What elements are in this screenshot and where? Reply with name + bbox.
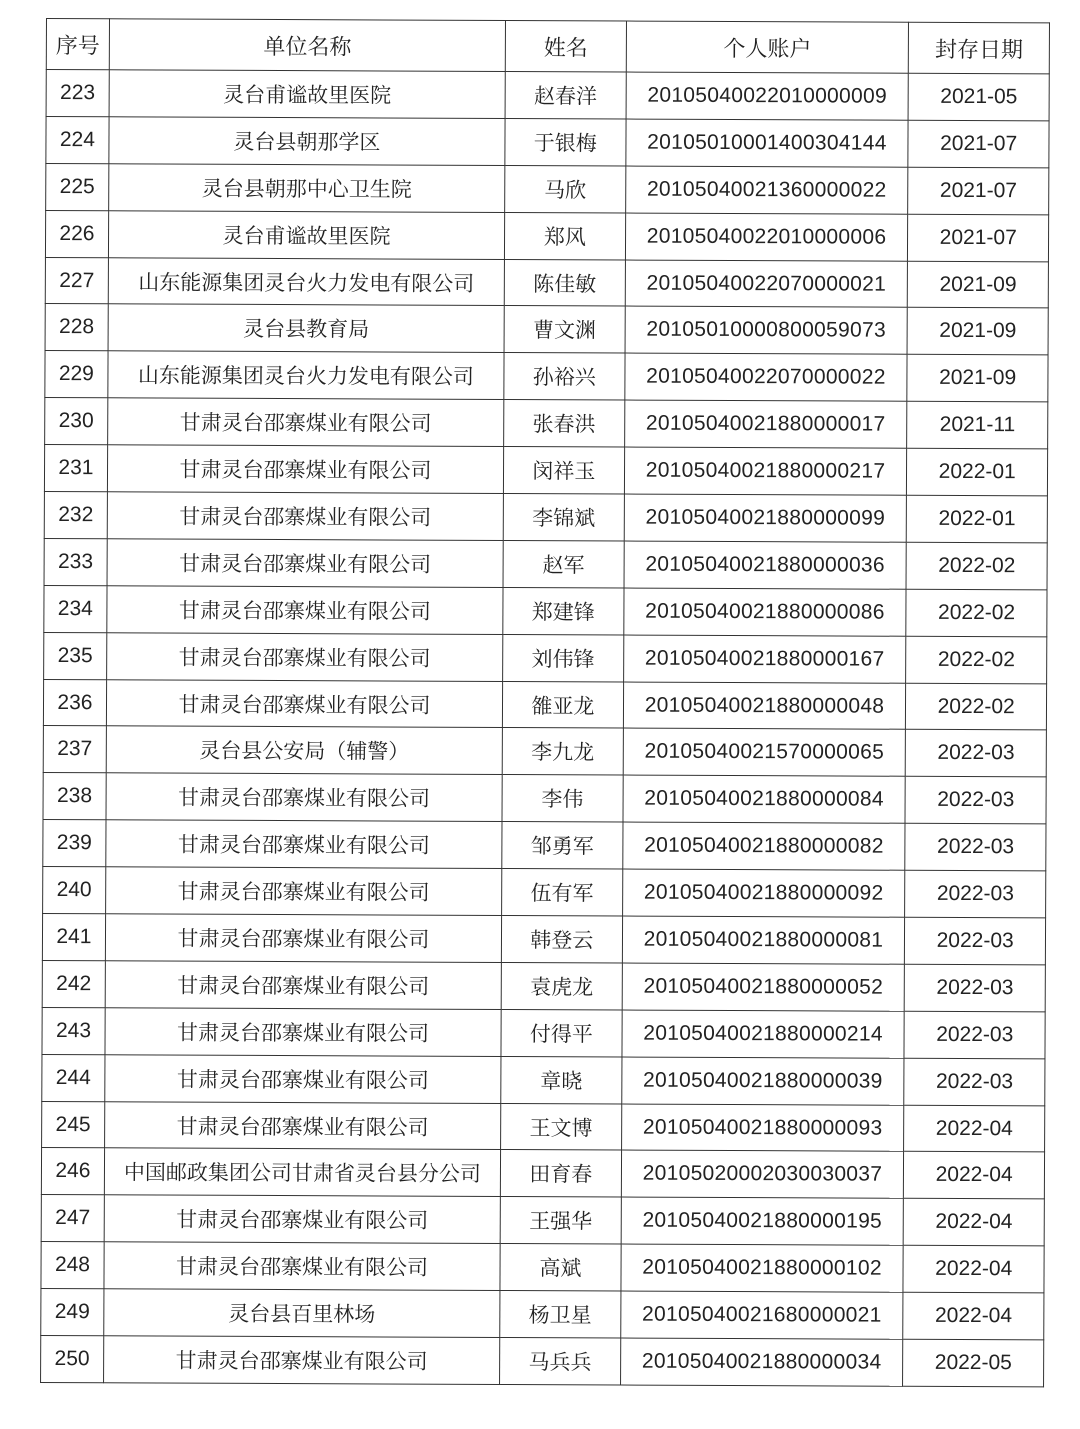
table-row <box>41 1195 1044 1246</box>
account-cell: 20105040021880000036 <box>624 541 907 589</box>
seal-date-cell: 2022-04 <box>904 1105 1045 1153</box>
unit-cell: 甘肃灵台邵寨煤业有限公司 <box>107 539 503 588</box>
account-cell: 20105040021880000167 <box>623 635 906 683</box>
unit-cell: 灵台县公安局（辅警） <box>106 726 502 775</box>
serial-cell: 230 <box>45 398 108 445</box>
name-cell: 韩登云 <box>501 916 622 963</box>
serial-cell: 240 <box>43 867 106 914</box>
unit-cell: 甘肃灵台邵寨煤业有限公司 <box>106 679 502 728</box>
seal-date-cell: 2021-09 <box>907 355 1048 403</box>
seal-date-cell: 2021-07 <box>908 214 1049 262</box>
account-cell: 20105020002030030037 <box>621 1151 904 1199</box>
serial-cell: 233 <box>44 538 107 585</box>
serial-cell: 228 <box>45 304 108 351</box>
unit-cell: 甘肃灵台邵寨煤业有限公司 <box>105 961 501 1010</box>
serial-cell: 248 <box>41 1242 104 1289</box>
seal-date-cell: 2022-03 <box>906 730 1047 778</box>
serial-cell: 224 <box>46 116 109 163</box>
name-cell: 邹勇军 <box>502 822 623 869</box>
seal-date-cell: 2021-09 <box>907 308 1048 356</box>
name-cell: 于银梅 <box>505 118 626 165</box>
seal-date-cell: 2022-04 <box>904 1152 1045 1200</box>
table-row <box>42 960 1045 1011</box>
unit-cell: 甘肃灵台邵寨煤业有限公司 <box>104 1101 500 1150</box>
table-row <box>45 398 1048 449</box>
serial-cell: 235 <box>44 632 107 679</box>
account-cell: 20105040021570000065 <box>623 728 906 776</box>
unit-cell: 甘肃灵台邵寨煤业有限公司 <box>107 586 503 635</box>
unit-cell: 灵台甫谧故里医院 <box>109 70 505 119</box>
account-cell: 20105040021880000217 <box>624 447 907 495</box>
account-cell: 20105010001400304144 <box>625 119 908 167</box>
account-cell: 20105040021680000021 <box>620 1291 903 1339</box>
header-unit: 单位名称 <box>109 19 505 72</box>
unit-cell: 灵台县朝那学区 <box>109 117 505 166</box>
table-row <box>44 445 1047 496</box>
unit-cell: 甘肃灵台邵寨煤业有限公司 <box>105 914 501 963</box>
seal-date-cell: 2022-04 <box>903 1246 1044 1294</box>
table-row <box>43 867 1046 918</box>
serial-cell: 234 <box>44 585 107 632</box>
table-row <box>46 163 1049 214</box>
serial-cell: 244 <box>42 1054 105 1101</box>
name-cell: 李九龙 <box>502 728 623 775</box>
account-cell: 20105040021880000214 <box>622 1010 905 1058</box>
table-row <box>43 820 1046 871</box>
serial-cell: 236 <box>43 679 106 726</box>
name-cell: 郑建锋 <box>503 587 624 634</box>
seal-date-cell: 2022-03 <box>904 1011 1045 1059</box>
seal-date-cell: 2022-02 <box>906 589 1047 637</box>
serial-cell: 229 <box>45 351 108 398</box>
seal-date-cell: 2022-02 <box>906 683 1047 731</box>
table-row <box>42 1007 1045 1058</box>
table-row <box>43 679 1046 730</box>
unit-cell: 山东能源集团灵台火力发电有限公司 <box>108 257 504 306</box>
unit-cell: 甘肃灵台邵寨煤业有限公司 <box>106 773 502 822</box>
table-row <box>45 351 1048 402</box>
name-cell: 郑风 <box>505 212 626 259</box>
account-cell: 20105040021880000093 <box>621 1104 904 1152</box>
unit-cell: 甘肃灵台邵寨煤业有限公司 <box>105 1054 501 1103</box>
seal-date-cell: 2022-03 <box>905 777 1046 825</box>
unit-cell: 甘肃灵台邵寨煤业有限公司 <box>105 1008 501 1057</box>
table-row <box>44 492 1047 543</box>
seal-date-cell: 2022-03 <box>905 870 1046 918</box>
table-header-row <box>46 19 1049 74</box>
name-cell: 杨卫星 <box>500 1291 621 1338</box>
account-cell: 20105040021360000022 <box>625 166 908 214</box>
serial-cell: 250 <box>41 1336 104 1383</box>
name-cell: 伍有军 <box>502 869 623 916</box>
sealed-accounts-table <box>40 18 1050 1387</box>
seal-date-cell: 2022-03 <box>905 964 1046 1012</box>
unit-cell: 甘肃灵台邵寨煤业有限公司 <box>104 1195 500 1244</box>
serial-cell: 246 <box>41 1148 104 1195</box>
header-serial: 序号 <box>46 19 109 70</box>
account-cell: 20105040021880000082 <box>622 822 905 870</box>
seal-date-cell: 2021-09 <box>908 261 1049 309</box>
unit-cell: 甘肃灵台邵寨煤业有限公司 <box>107 445 503 494</box>
table-row <box>43 773 1046 824</box>
table-row <box>46 70 1049 121</box>
serial-cell: 247 <box>41 1195 104 1242</box>
unit-cell: 中国邮政集团公司甘肃省灵台县分公司 <box>104 1148 500 1197</box>
seal-date-cell: 2022-05 <box>903 1339 1044 1387</box>
unit-cell: 甘肃灵台邵寨煤业有限公司 <box>106 820 502 869</box>
seal-date-cell: 2021-07 <box>908 120 1049 168</box>
account-cell: 20105040021880000086 <box>623 588 906 636</box>
name-cell: 赵军 <box>503 540 624 587</box>
account-cell: 20105040021880000017 <box>624 400 907 448</box>
serial-cell: 239 <box>43 820 106 867</box>
table-row <box>41 1289 1044 1340</box>
table-row <box>45 210 1048 261</box>
serial-cell: 232 <box>44 492 107 539</box>
serial-cell: 249 <box>41 1289 104 1336</box>
name-cell: 陈佳敏 <box>504 259 625 306</box>
name-cell: 付得平 <box>501 1009 622 1056</box>
name-cell: 王文博 <box>501 1103 622 1150</box>
account-cell: 20105040021880000052 <box>622 963 905 1011</box>
unit-cell: 灵台县朝那中心卫生院 <box>109 164 505 213</box>
table-row <box>41 1336 1044 1387</box>
seal-date-cell: 2021-11 <box>907 401 1048 449</box>
serial-cell: 242 <box>42 960 105 1007</box>
name-cell: 马兵兵 <box>500 1338 621 1385</box>
serial-cell: 227 <box>45 257 108 304</box>
name-cell: 田育春 <box>500 1150 621 1197</box>
header-account: 个人账户 <box>626 21 909 73</box>
serial-cell: 238 <box>43 773 106 820</box>
table-row <box>41 1148 1044 1199</box>
serial-cell: 226 <box>45 210 108 257</box>
seal-date-cell: 2022-03 <box>905 824 1046 872</box>
name-cell: 赵春洋 <box>505 72 626 119</box>
unit-cell: 甘肃灵台邵寨煤业有限公司 <box>106 632 502 681</box>
account-cell: 20105040022070000021 <box>625 260 908 308</box>
table-row <box>44 538 1047 589</box>
table-row <box>46 116 1049 167</box>
seal-date-cell: 2022-02 <box>906 636 1047 684</box>
table-row <box>44 632 1047 683</box>
serial-cell: 241 <box>42 914 105 961</box>
seal-date-cell: 2022-01 <box>907 448 1048 496</box>
unit-cell: 山东能源集团灵台火力发电有限公司 <box>108 351 504 400</box>
name-cell: 王强华 <box>500 1197 621 1244</box>
account-cell: 20105040021880000048 <box>623 682 906 730</box>
unit-cell: 甘肃灵台邵寨煤业有限公司 <box>107 492 503 541</box>
seal-date-cell: 2022-04 <box>904 1199 1045 1247</box>
table-row <box>41 1242 1044 1293</box>
table-row <box>42 1054 1045 1105</box>
serial-cell: 245 <box>42 1101 105 1148</box>
account-cell: 20105040021880000034 <box>620 1338 903 1386</box>
serial-cell: 225 <box>46 163 109 210</box>
unit-cell: 灵台县教育局 <box>108 304 504 353</box>
seal-date-cell: 2022-03 <box>905 917 1046 965</box>
serial-cell: 243 <box>42 1007 105 1054</box>
table-row <box>45 304 1048 355</box>
unit-cell: 灵台甫谧故里医院 <box>108 210 504 259</box>
unit-cell: 灵台县百里林场 <box>104 1289 500 1338</box>
seal-date-cell: 2022-01 <box>907 495 1048 543</box>
account-cell: 20105040022070000022 <box>624 353 907 401</box>
unit-cell: 甘肃灵台邵寨煤业有限公司 <box>103 1336 499 1385</box>
serial-cell: 231 <box>44 445 107 492</box>
account-cell: 2010504002201000000​9 <box>626 72 909 120</box>
unit-cell: 甘肃灵台邵寨煤业有限公司 <box>104 1242 500 1291</box>
unit-cell: 甘肃灵台邵寨煤业有限公司 <box>105 867 501 916</box>
account-cell: 20105040021880000039 <box>621 1057 904 1105</box>
name-cell: 闵祥玉 <box>504 447 625 494</box>
account-cell: 20105040022010000006 <box>625 213 908 261</box>
account-cell: 20105040021880000084 <box>623 775 906 823</box>
name-cell: 袁虎龙 <box>501 962 622 1009</box>
account-cell: 20105040021880000102 <box>621 1244 904 1292</box>
table-row <box>44 585 1047 636</box>
name-cell: 章晓 <box>501 1056 622 1103</box>
name-cell: 高斌 <box>500 1244 621 1291</box>
table-row <box>42 914 1045 965</box>
header-seal-date: 封存日期 <box>909 22 1050 74</box>
name-cell: 雒亚龙 <box>503 681 624 728</box>
seal-date-cell: 2022-03 <box>904 1058 1045 1106</box>
table-row <box>45 257 1048 308</box>
seal-date-cell: 2021-07 <box>908 167 1049 215</box>
table-row <box>42 1101 1045 1152</box>
name-cell: 张春洪 <box>504 400 625 447</box>
table-row <box>43 726 1046 777</box>
serial-cell: 237 <box>43 726 106 773</box>
account-cell: 20105040021880000092 <box>622 869 905 917</box>
name-cell: 曹文渊 <box>504 306 625 353</box>
serial-cell: 223 <box>46 70 109 117</box>
seal-date-cell: 2022-02 <box>906 542 1047 590</box>
seal-date-cell: 2021-05 <box>908 73 1049 121</box>
name-cell: 马欣 <box>505 165 626 212</box>
name-cell: 李伟 <box>502 775 623 822</box>
name-cell: 李锦斌 <box>503 494 624 541</box>
account-cell: 20105040021880000195 <box>621 1197 904 1245</box>
account-cell: 20105040021880000081 <box>622 916 905 964</box>
unit-cell: 甘肃灵台邵寨煤业有限公司 <box>107 398 503 447</box>
name-cell: 刘伟锋 <box>503 634 624 681</box>
header-name: 姓名 <box>505 21 626 73</box>
name-cell: 孙裕兴 <box>504 353 625 400</box>
account-cell: 20105010000800059073 <box>625 306 908 354</box>
seal-date-cell: 2022-04 <box>903 1292 1044 1340</box>
account-cell: 20105040021880000099 <box>624 494 907 542</box>
